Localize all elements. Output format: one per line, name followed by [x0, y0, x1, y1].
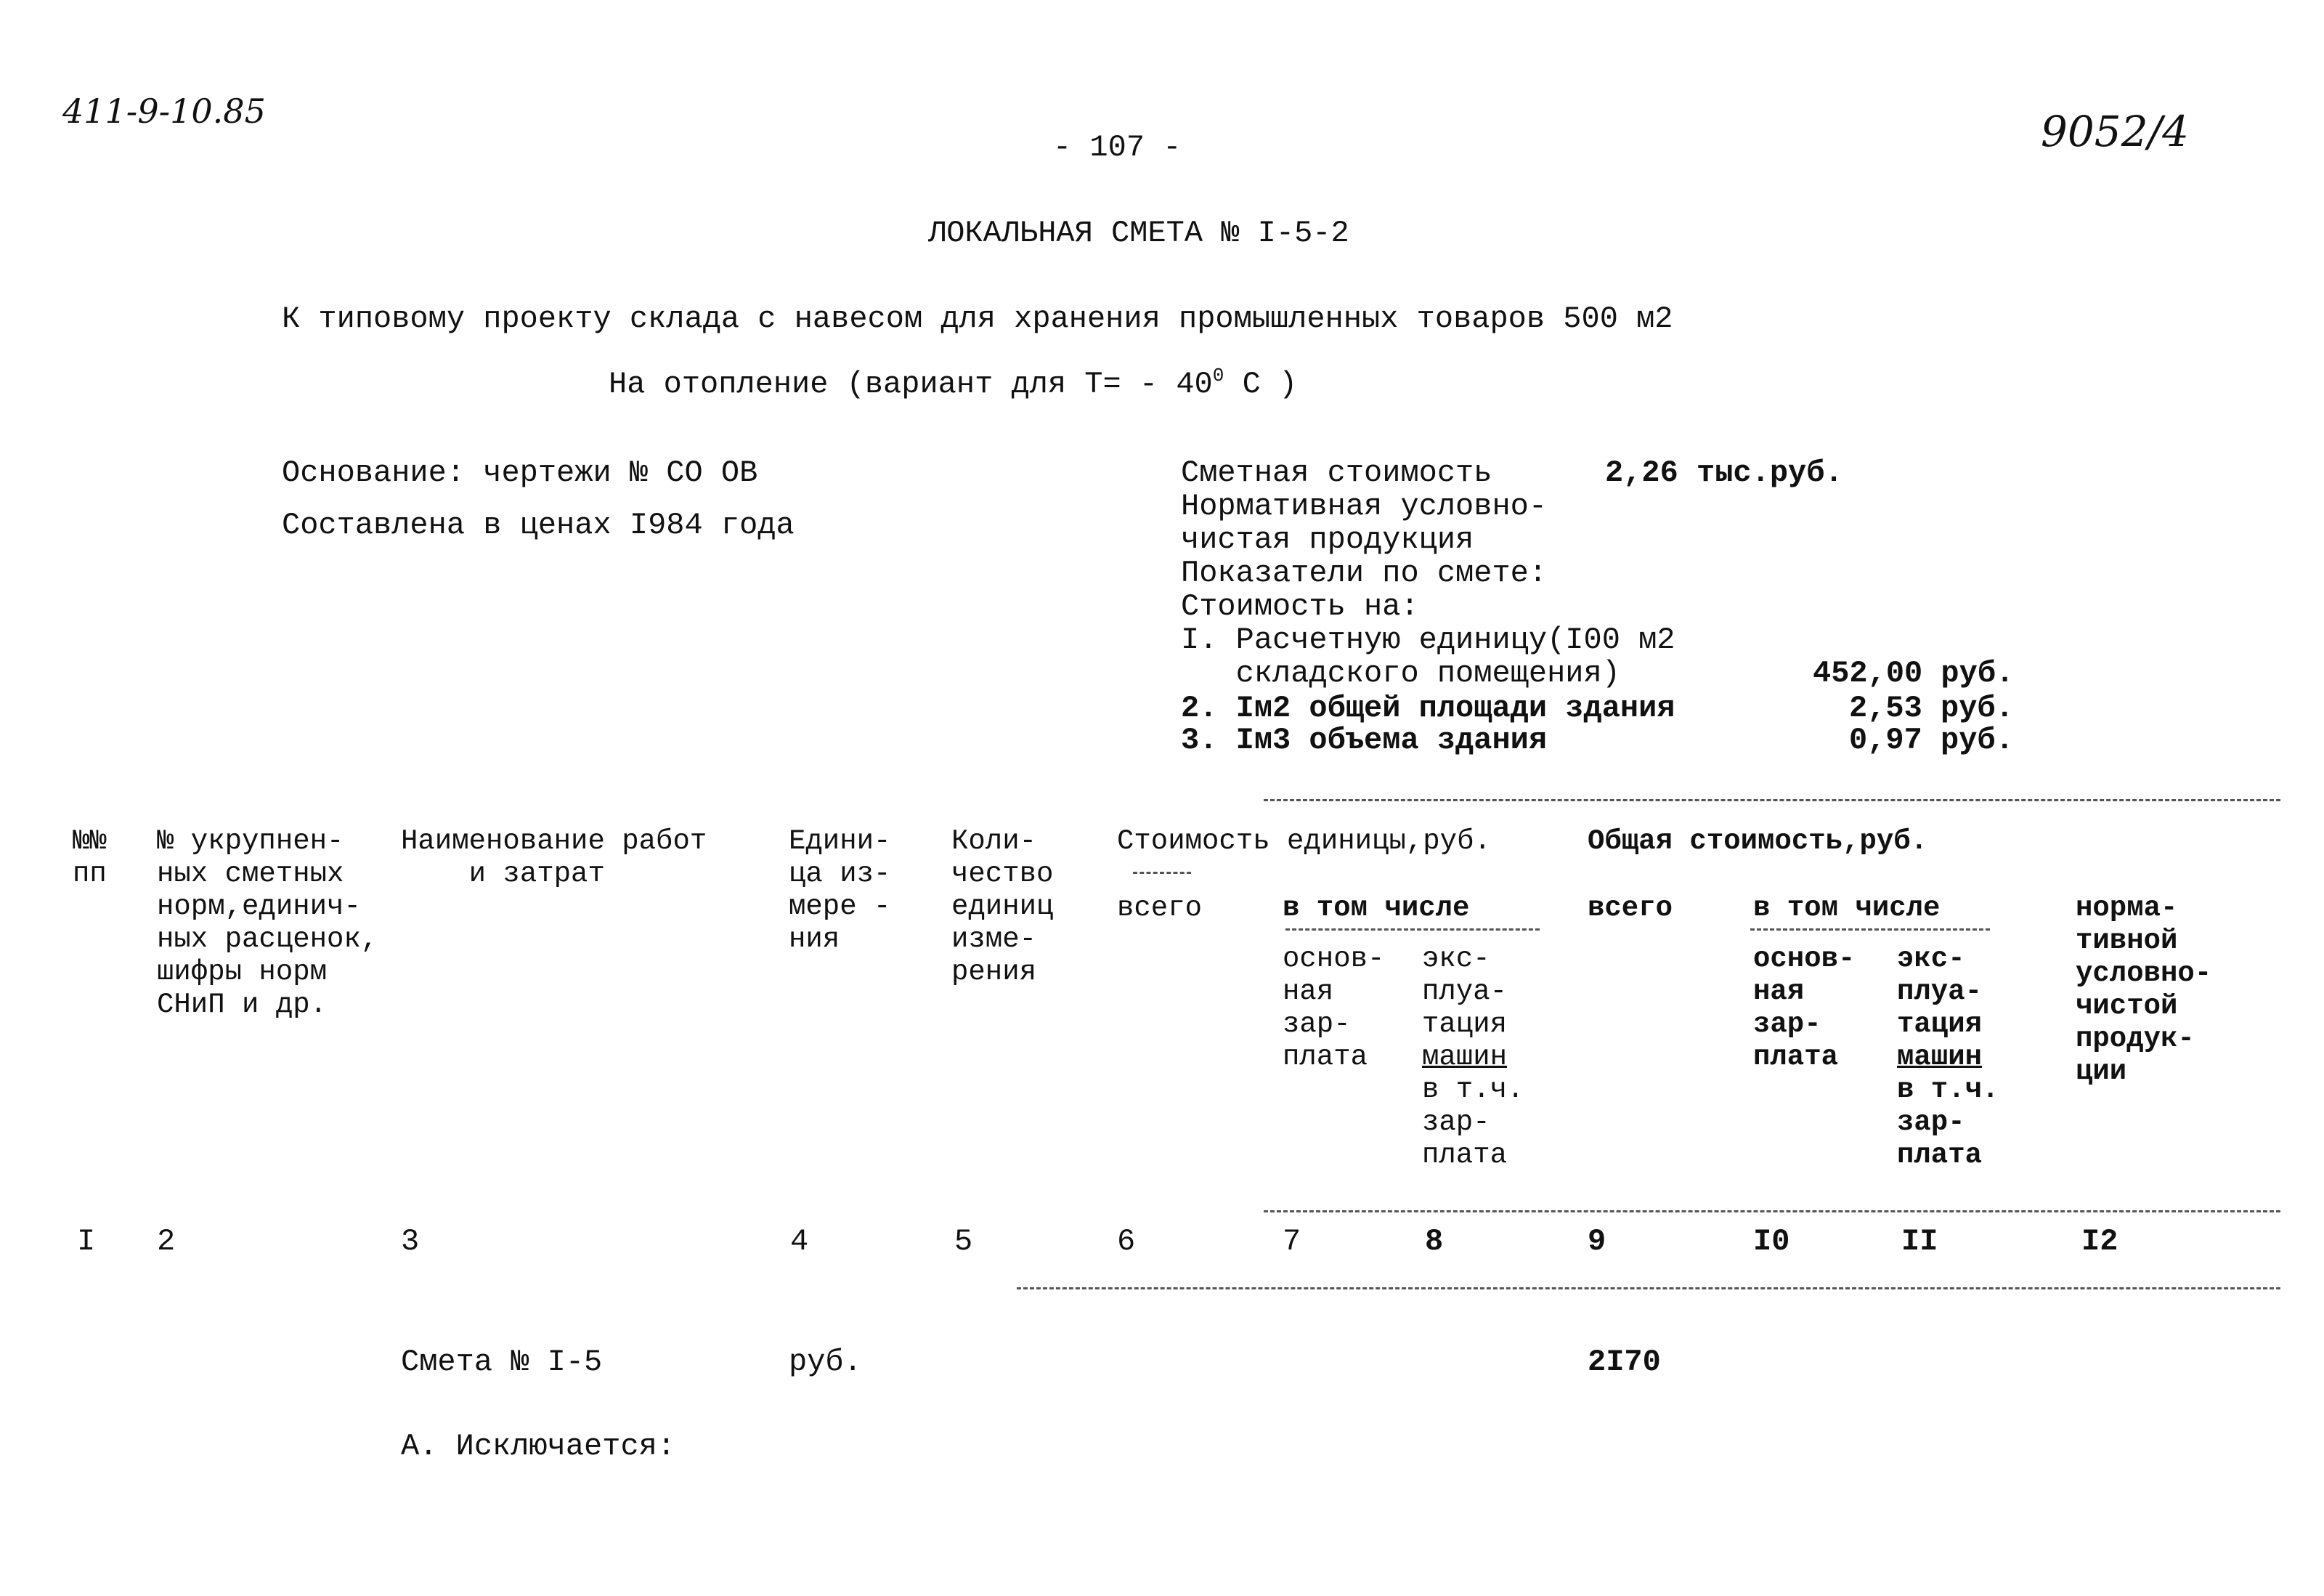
header-short-rule [1133, 872, 1191, 874]
indicator-1-line2: складского помещения) [1181, 656, 1620, 691]
total-incl-rule [1750, 928, 1990, 931]
col-number-4: 4 [790, 1224, 809, 1259]
estimated-cost-value: 2,26 тыс.руб. [1605, 455, 1843, 490]
col-header-unit-cost: Стоимость единицы,руб. [1117, 825, 1491, 857]
basis-drawings: Основание: чертежи № СО ОВ [282, 455, 758, 490]
estimated-cost-label: Сметная стоимость [1181, 455, 1492, 490]
col-number-12: I2 [2081, 1224, 2118, 1259]
col-number-7: 7 [1283, 1224, 1301, 1259]
unit-machines-top: экс- плуа- тация [1422, 943, 1508, 1040]
col-number-6: 6 [1117, 1224, 1136, 1259]
col-number-1: I [77, 1224, 96, 1259]
numbers-bottom-rule [1017, 1287, 2280, 1289]
indicator-1-value: 452,00 руб. [1813, 656, 2015, 691]
row-estimate-unit: руб. [789, 1345, 862, 1380]
col-header-quantity: Коли- чество единиц изме- рения [951, 825, 1054, 988]
indicator-2-value: 2,53 руб. [1849, 691, 2014, 726]
heating-subtitle-text: На отопление (вариант для Т= - 40 [609, 367, 1213, 402]
total-machines-bottom: в т.ч. зар- плата [1897, 1074, 1999, 1171]
header-bottom-rule [1264, 1210, 2280, 1212]
page-number: - 107 - [1053, 130, 1182, 165]
indicator-2-label: 2. Iм2 общей площади здания [1181, 691, 1675, 726]
degree-superscript: 0 [1212, 365, 1224, 386]
col-header-total-incl: в том числе [1753, 892, 1941, 924]
project-subtitle: К типовому проекту склада с навесом для хранения промышленных товаров 500 м2 [282, 301, 1673, 336]
document-code-handwritten: 411-9-10.85 [62, 92, 266, 131]
col-number-10: I0 [1753, 1224, 1790, 1259]
col-header-unit-all: всего [1117, 892, 1203, 924]
col-header-total-cost: Общая стоимость,руб. [1588, 825, 1928, 857]
col-number-2: 2 [157, 1224, 176, 1259]
col-number-11: II [1901, 1224, 1938, 1259]
col-header-unit-incl: в том числе [1283, 892, 1470, 924]
col-number-5: 5 [954, 1224, 973, 1259]
col-header-normative-product: норма- тивной условно- чистой продук- ции [2076, 892, 2212, 1087]
indicator-3-label: 3. Iм3 объема здания [1181, 723, 1548, 758]
basis-prices-year: Составлена в ценах I984 года [282, 508, 795, 543]
indicators-label: Показатели по смете: [1181, 556, 1548, 591]
normative-product-line2: чистая продукция [1181, 522, 1474, 557]
col-header-unit: Едини- ца из- мере - ния [789, 825, 891, 955]
col-number-9: 9 [1588, 1224, 1606, 1259]
col-number-8: 8 [1425, 1224, 1444, 1259]
total-machines-top: экс- плуа- тация [1897, 943, 1983, 1040]
unit-incl-rule [1285, 928, 1540, 931]
normative-product-line1: Нормативная условно- [1181, 489, 1548, 524]
col-header-total-all: всего [1588, 892, 1673, 924]
indicator-3-value: 0,97 руб. [1849, 723, 2014, 758]
row-estimate-total: 2I70 [1588, 1345, 1661, 1380]
total-machines-mid: машин [1897, 1041, 1983, 1073]
unit-machines-bottom: в т.ч. зар- плата [1422, 1074, 1524, 1171]
col-header-total-machines [1897, 943, 1999, 1172]
archive-number-handwritten: 9052/4 [2041, 107, 2190, 156]
col-header-unit-base-pay: основ- ная зар- плата [1283, 943, 1385, 1073]
cost-on-label: Стоимость на: [1181, 589, 1419, 624]
col-header-norm-codes: № укрупнен- ных сметных норм,единич- ных расценок, шифры норм СНиП и др. [157, 825, 378, 1021]
heating-subtitle-unit: С ) [1224, 367, 1298, 402]
row-estimate-name: Смета № I-5 [401, 1345, 603, 1380]
col-header-total-base-pay: основ- ная зар- плата [1753, 943, 1856, 1073]
row-excluded-heading: А. Исключается: [401, 1429, 676, 1464]
document-title: ЛОКАЛЬНАЯ СМЕТА № I-5-2 [928, 216, 1349, 251]
col-header-unit-machines [1422, 943, 1524, 1172]
unit-machines-mid: машин [1422, 1041, 1508, 1073]
indicator-1-line1: I. Расчетную единицу(I00 м2 [1181, 623, 1675, 657]
col-header-number: №№ пп [73, 825, 107, 890]
col-number-3: 3 [401, 1224, 420, 1259]
heating-subtitle [609, 365, 1298, 402]
table-top-rule [1264, 799, 2280, 801]
col-header-work-name: Наименование работ и затрат [401, 825, 707, 890]
